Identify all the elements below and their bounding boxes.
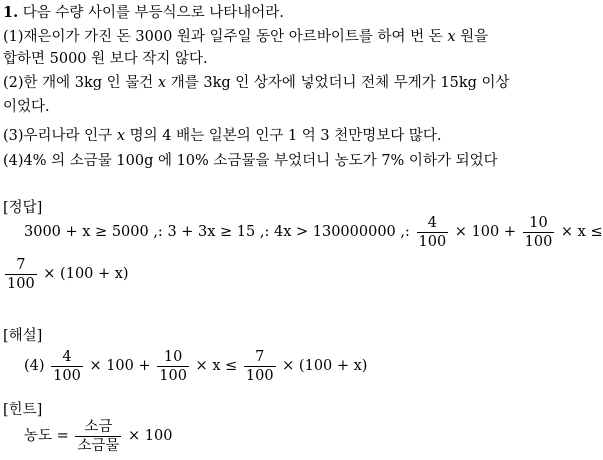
problem-instruction: 다음 수량 사이를 부등식으로 나타내어라. bbox=[22, 5, 284, 21]
item-1-line-2 bbox=[3, 49, 208, 69]
hint-lhs: 농도 = bbox=[24, 428, 74, 444]
answer-eq-2: 3 + 3x ≥ 15 bbox=[167, 224, 256, 240]
item-1-var: x bbox=[447, 29, 456, 45]
item-1-text-a: (1)재은이가 가진 돈 3000 원과 일주일 동안 아르바이트를 하여 번 돈 bbox=[3, 29, 448, 45]
hint-label: [힌트] bbox=[3, 402, 43, 418]
problem-number: 1. bbox=[3, 4, 19, 21]
item-2-line-2 bbox=[3, 97, 50, 117]
answer-label: [정답] bbox=[3, 200, 43, 216]
answer-sep-3: ,: bbox=[395, 224, 415, 240]
answer-eq-3: 4x > 130000000 bbox=[273, 224, 396, 240]
answer-sep-2: ,: bbox=[255, 224, 274, 240]
explanation-term-1: × 100 + bbox=[84, 358, 156, 374]
answer-fraction-2: $\frac{10}{100}$ bbox=[524, 214, 553, 250]
hint-rhs: × 100 bbox=[123, 428, 173, 444]
answer-fraction-1: $\frac{4}{100}$ bbox=[418, 214, 447, 250]
answer-term-1: × 100 + bbox=[450, 224, 521, 240]
explanation-prefix: (4) bbox=[24, 358, 50, 374]
answer-eq-1: 3000 + x ≥ 5000 bbox=[24, 224, 149, 240]
hint-fraction: $\frac{\text{소금}}{\text{소금물}}$ bbox=[77, 418, 120, 454]
item-3-line-1 bbox=[3, 126, 442, 146]
item-2-text-b: 개를 3kg 인 상자에 넣었더니 전체 무게가 15kg 이상 bbox=[166, 75, 510, 91]
hint-line bbox=[24, 416, 172, 456]
answer-term-2: × x ≤ bbox=[556, 224, 603, 240]
item-3-text-a: (3)우리나라 인구 bbox=[3, 128, 117, 144]
explanation-fraction-1: $\frac{4}{100}$ bbox=[53, 348, 81, 384]
item-1-text-c: 합하면 5000 원 보다 작지 않다. bbox=[3, 51, 208, 67]
explanation-term-2: × x ≤ bbox=[190, 358, 242, 374]
explanation-label: [해설] bbox=[3, 328, 43, 344]
item-2-line-1 bbox=[3, 73, 510, 93]
explanation-line bbox=[24, 346, 367, 386]
item-3-text-b: 명의 4 배는 일본의 인구 1 억 3 천만명보다 많다. bbox=[125, 128, 442, 144]
problem-header bbox=[3, 3, 284, 23]
answer-line-1 bbox=[24, 212, 603, 252]
answer-sep-1: ,: bbox=[148, 224, 168, 240]
item-4-line-1 bbox=[3, 151, 498, 171]
item-2-text-c: 이었다. bbox=[3, 99, 50, 115]
explanation-term-3: × (100 + x) bbox=[277, 358, 368, 374]
answer-fraction-3: $\frac{7}{100}$ bbox=[7, 256, 35, 292]
item-1-line-1 bbox=[3, 27, 488, 47]
answer-term-3: × (100 + x) bbox=[38, 266, 129, 282]
explanation-fraction-3: $\frac{7}{100}$ bbox=[245, 348, 274, 384]
item-2-var: x bbox=[157, 75, 167, 91]
item-4-text: (4)4% 의 소금물 100g 에 10% 소금물을 부었더니 농도가 7% 이하가 되었다 bbox=[3, 153, 498, 169]
explanation-fraction-2: $\frac{10}{100}$ bbox=[159, 348, 187, 384]
item-2-text-a: (2)한 개에 3kg 인 물건 bbox=[3, 75, 158, 91]
answer-line-2 bbox=[3, 254, 129, 294]
item-1-text-b: 원을 bbox=[455, 29, 489, 45]
item-3-var: x bbox=[116, 128, 125, 144]
